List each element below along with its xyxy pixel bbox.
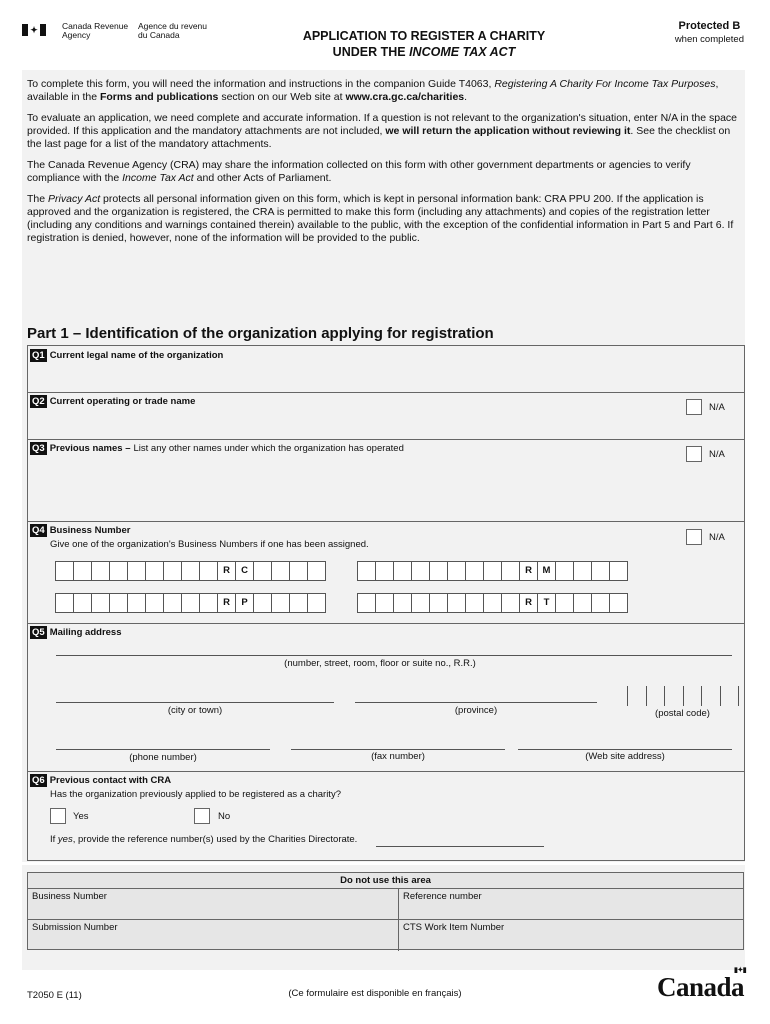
part1-heading: Part 1 – Identification of the organization applying for registration: [27, 325, 494, 342]
program-letter: R: [218, 561, 236, 581]
province-input[interactable]: [355, 702, 597, 703]
q4-instructions: Give one of the organization's Business Numbers if one has been assigned.: [50, 539, 369, 550]
website-caption: (Web site address): [585, 751, 665, 762]
q6-reference-input[interactable]: [376, 846, 544, 847]
digit-cell: [610, 593, 628, 613]
q6-no-checkbox[interactable]: [194, 808, 210, 824]
digit-cell: [164, 561, 182, 581]
program-letter: R: [520, 561, 538, 581]
digit-cell: [110, 561, 128, 581]
q2-na-checkbox[interactable]: [686, 399, 702, 415]
q3-na-checkbox[interactable]: [686, 446, 702, 462]
digit-cell: [56, 561, 74, 581]
postal-caption: (postal code): [655, 708, 710, 719]
q6-question: Has the organization previously applied to be registered as a charity?: [50, 789, 341, 800]
q6-no-label: No: [218, 811, 231, 822]
bn-field-rp[interactable]: [55, 593, 326, 613]
phone-input[interactable]: [56, 749, 270, 750]
digit-cell: [502, 561, 520, 581]
digit-cell: [412, 561, 430, 581]
city-caption: (city or town): [167, 705, 223, 716]
canada-flag-icon: ✦: [22, 24, 46, 36]
digit-cell: [376, 561, 394, 581]
digit-cell: [182, 561, 200, 581]
bn-field-rm[interactable]: [357, 561, 628, 581]
program-letter: R: [218, 593, 236, 613]
intro-p3: The Canada Revenue Agency (CRA) may share the information collected on this form with other government departments or agencies to verify compliance with the Income Tax Act and other Acts of Parliament.: [27, 159, 691, 184]
digit-cell: [556, 561, 574, 581]
digit-cell: [308, 593, 326, 613]
program-letter: P: [236, 593, 254, 613]
french-availability: (Ce formulaire est disponible en français): [288, 988, 462, 999]
q2-na-label: N/A: [709, 402, 725, 413]
digit-cell: [430, 593, 448, 613]
digit-cell: [254, 561, 272, 581]
phone-caption: (phone number): [129, 752, 197, 763]
q4-label: Q4 Business Number: [32, 525, 131, 536]
postal-code-input[interactable]: [627, 686, 739, 706]
bn-field-rt[interactable]: [357, 593, 628, 613]
website-input[interactable]: [518, 749, 732, 750]
intro-p4: The Privacy Act protects all personal information given on this form, which is kept in personal information bank: CRA PPU 200. If the application is approved and the organization is registered, the CRA is permitted to make this form (including any attachments) and copies of the registration letter (including any conditions and warnings contained therein) available to the public, with the exception of the confidential information in Part 5 and Part 6. If registration is denied, however, none of the information will be provided to the public.: [27, 193, 734, 244]
digit-cell: [272, 561, 290, 581]
digit-cell: [376, 593, 394, 613]
q1-label: Q1 Current legal name of the organization: [32, 350, 224, 361]
fax-caption: (fax number): [371, 751, 425, 762]
digit-cell: [128, 593, 146, 613]
digit-cell: [394, 561, 412, 581]
office-submission-number: Submission Number: [28, 920, 399, 951]
street-caption: (number, street, room, floor or suite no., R.R.): [284, 658, 476, 669]
q6-label: Q6 Previous contact with CRA: [32, 775, 172, 786]
digit-cell: [484, 593, 502, 613]
digit-cell: [200, 593, 218, 613]
digit-cell: [592, 593, 610, 613]
q3-na-label: N/A: [709, 449, 725, 460]
digit-cell: [182, 593, 200, 613]
digit-cell: [290, 593, 308, 613]
intro-p2: To evaluate an application, we need complete and accurate information. If a question is not relevant to the organization's situation, enter N/A in the space provided. If this application and the mandatory attachments are not included, we will return the application without reviewing it. See the checklist on the last page for a list of the mandatory attachments.: [27, 112, 738, 150]
program-letter: T: [538, 593, 556, 613]
digit-cell: [200, 561, 218, 581]
office-use-table: [27, 872, 744, 950]
digit-cell: [412, 593, 430, 613]
agency-name-en: Canada Revenue Agency: [62, 21, 129, 40]
intro-text: [27, 78, 739, 253]
digit-cell: [92, 561, 110, 581]
protected-b: Protected B when completed: [674, 20, 744, 45]
digit-cell: [466, 561, 484, 581]
digit-cell: [448, 593, 466, 613]
bn-field-rc[interactable]: [55, 561, 326, 581]
digit-cell: [272, 593, 290, 613]
digit-cell: [110, 593, 128, 613]
digit-cell: [254, 593, 272, 613]
q2-label: Q2 Current operating or trade name: [32, 396, 196, 407]
q6-reference-label: If yes, provide the reference number(s) used by the Charities Directorate.: [50, 834, 358, 845]
city-input[interactable]: [56, 702, 334, 703]
digit-cell: [592, 561, 610, 581]
office-reference-number: Reference number: [403, 891, 482, 902]
digit-cell: [128, 561, 146, 581]
digit-cell: [484, 561, 502, 581]
digit-cell: [56, 593, 74, 613]
digit-cell: [574, 593, 592, 613]
fax-input[interactable]: [291, 749, 505, 750]
office-business-number: Business Number: [28, 889, 399, 919]
q4-na-label: N/A: [709, 532, 725, 543]
street-input[interactable]: [56, 655, 732, 656]
digit-cell: [610, 561, 628, 581]
digit-cell: [146, 593, 164, 613]
q6-yes-checkbox[interactable]: [50, 808, 66, 824]
digit-cell: [448, 561, 466, 581]
form-id: T2050 E (11): [27, 990, 82, 1001]
digit-cell: [430, 561, 448, 581]
canada-wordmark: Canada ▮✦▮: [657, 966, 747, 1002]
q3-label: Q3 Previous names – List any other names under which the organization has operated: [32, 443, 404, 454]
digit-cell: [308, 561, 326, 581]
agency-name-fr: Agence du revenu du Canada: [138, 21, 207, 40]
program-letter: M: [538, 561, 556, 581]
form-title: APPLICATION TO REGISTER A CHARITY UNDER THE INCOME TAX ACT: [302, 29, 546, 59]
digit-cell: [556, 593, 574, 613]
province-caption: (province): [454, 705, 498, 716]
digit-cell: [290, 561, 308, 581]
digit-cell: [164, 593, 182, 613]
digit-cell: [466, 593, 484, 613]
part1-box: [27, 345, 745, 861]
q5-label: Q5 Mailing address: [32, 627, 122, 638]
office-cts-number: CTS Work Item Number: [403, 922, 505, 933]
digit-cell: [74, 561, 92, 581]
digit-cell: [574, 561, 592, 581]
program-letter: R: [520, 593, 538, 613]
digit-cell: [358, 593, 376, 613]
digit-cell: [92, 593, 110, 613]
digit-cell: [394, 593, 412, 613]
digit-cell: [74, 593, 92, 613]
digit-cell: [358, 561, 376, 581]
digit-cell: [502, 593, 520, 613]
digit-cell: [146, 561, 164, 581]
program-letter: C: [236, 561, 254, 581]
intro-p1: To complete this form, you will need the information and instructions in the companion Guide T4063, Registering A Charity For Income Tax Purposes, available in the Forms and publications section on our Web site at www.cra.gc.ca/charities.: [27, 78, 719, 103]
q4-na-checkbox[interactable]: [686, 529, 702, 545]
office-heading: Do not use this area: [28, 873, 743, 889]
q6-yes-label: Yes: [73, 811, 89, 822]
